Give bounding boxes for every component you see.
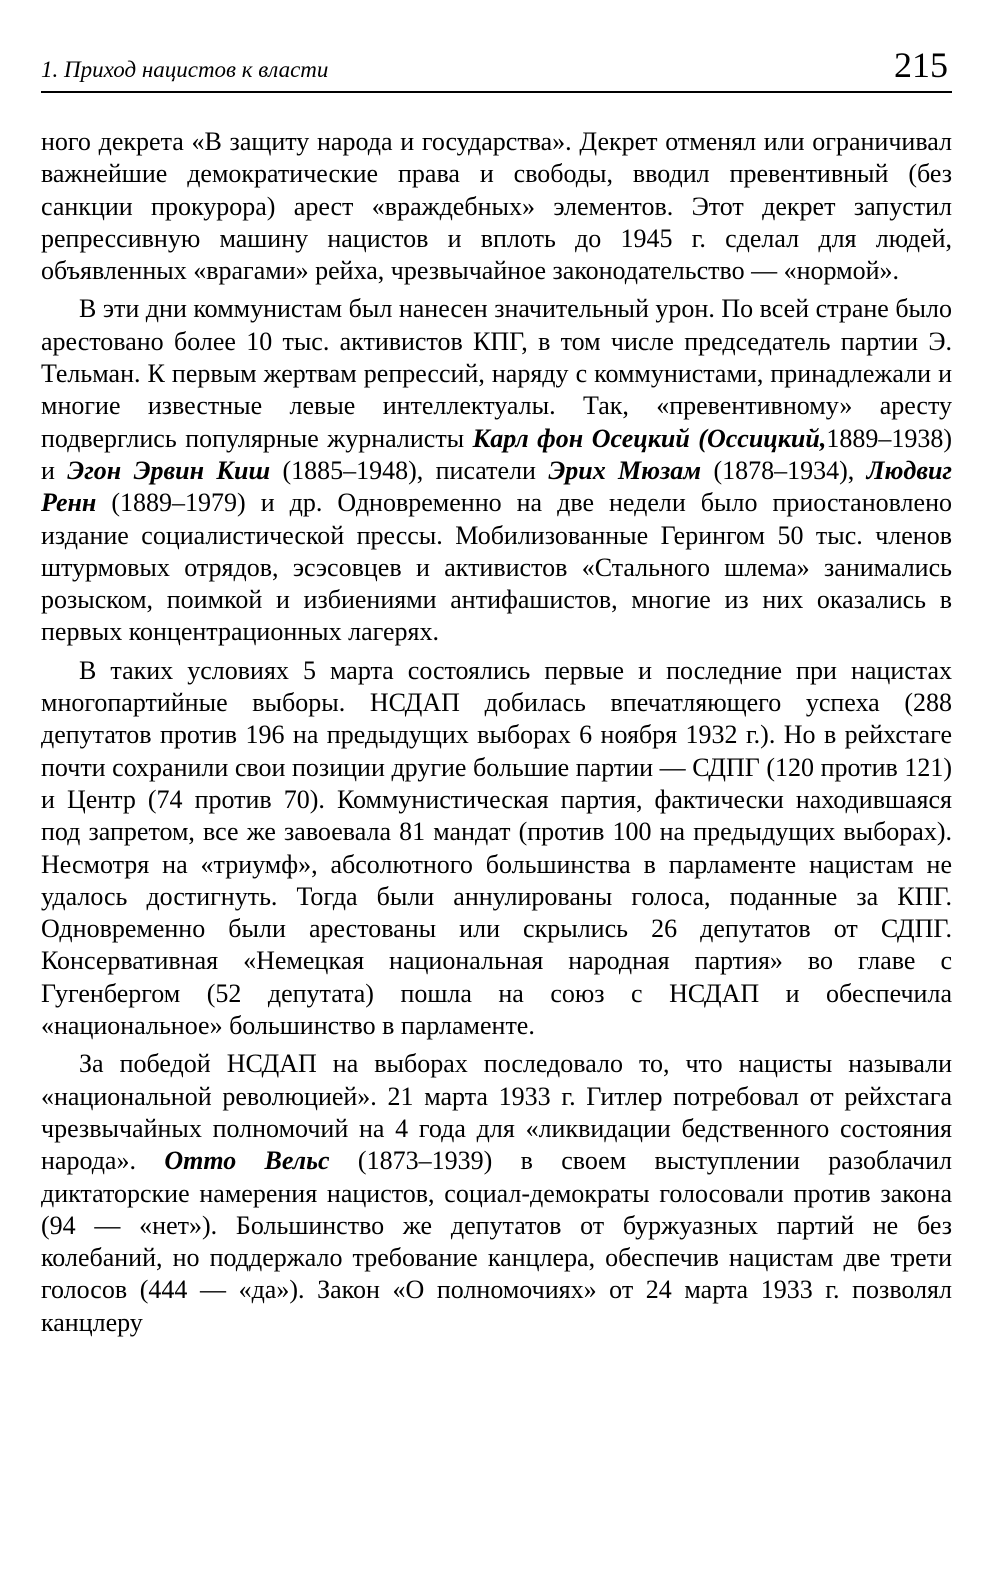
text-run: ного декрета «В защиту народа и государства». Декрет отменял или ограничивал важнейшие демократические права и свободы, вводил превентивный (без санкции прокурора) арест «враждебных» элементов. Этот декрет запустил репрессивную машину нацистов и вплоть до 1945 г. сделал для людей, объявленных «врагами» рейха, чрезвычайное законодательство — «нормой». bbox=[41, 127, 952, 286]
chapter-title: 1. Приход нацистов к власти bbox=[41, 57, 329, 82]
page-number: 215 bbox=[894, 45, 948, 85]
paragraph bbox=[41, 293, 952, 648]
running-header bbox=[41, 0, 952, 93]
person-name: Эрих Мюзам bbox=[548, 455, 702, 485]
text-run: За победой НСДАП на выборах последовало то, что нацисты называли «национальной революцией». 21 марта 1933 г. Гитлер потребовал от рейхстага чрезвычайных полномочий на 4 года для «ликвидации бедственного состояния народа». bbox=[41, 1049, 952, 1176]
text-run: (1885–1948), писатели bbox=[270, 455, 549, 485]
text-run: (1878–1934), bbox=[701, 455, 867, 485]
person-name: Отто Вельс bbox=[164, 1146, 330, 1176]
text-run: (1873–1939) в своем выступлении разоблачил диктаторские намерения нацистов, социал-демократы голосовали против закона (94 — «нет»). Большинство же депутатов от буржуазных партий не без колебаний, но поддержало требование канцлера, обеспечив нацистам две трети голосов (444 — «да»). Закон «О полномочиях» от 24 марта 1933 г. позволял канцлеру bbox=[41, 1146, 952, 1337]
paragraph bbox=[41, 1048, 952, 1339]
paragraph bbox=[41, 126, 952, 287]
paragraph bbox=[41, 655, 952, 1043]
text-run: В эти дни коммунистам был нанесен значительный урон. По всей стране было арестовано более 10 тыс. активистов КПГ, в том числе председатель партии Э. Тельман. К первым жертвам репрессий, наряду с коммунистами, принадлежали и многие известные левые интеллектуалы. Так, «превентивному» аресту подверглись популярные журналисты bbox=[41, 294, 952, 453]
text-run: 1889–1938) и bbox=[41, 423, 953, 485]
person-name: Людвиг Ренн bbox=[41, 455, 952, 518]
body-text bbox=[41, 93, 952, 1339]
person-name: Карл фон Осецкий (Оссицкий, bbox=[472, 423, 827, 453]
text-run: (1889–1979) и др. Одновременно на две недели было приостановлено издание социалистической прессы. Мобилизованные Герингом 50 тыс. членов штурмовых отрядов, эсэсовцев и активистов «Стального шлема» занимались розыском, поимкой и избиениями антифашистов, многие из них оказались в первых концентрационных лагерях. bbox=[41, 488, 952, 647]
text-run: В таких условиях 5 марта состоялись первые и последние при нацистах многопартийные выборы. НСДАП добилась впечатляющего успеха (288 депутатов против 196 на предыдущих выборах 6 ноября 1932 г.). Но в рейхстаге почти сохранили свои позиции другие большие партии — СДПГ (120 против 121) и Центр (74 против 70). Коммунистическая партия, фактически находившаяся под запретом, все же завоевала 81 мандат (против 100 на предыдущих выборах). Несмотря на «триумф», абсолютного большинства в парламенте нацистам не удалось достигнуть. Тогда были аннулированы голоса, поданные за КПГ. Одновременно были арестованы или скрылись 26 депутатов от СДПГ. Консервативная «Немецкая национальная народная партия» во главе с Гугенбергом (52 депутата) пошла на союз с НСДАП и обеспечила «национальное» большинство в парламенте. bbox=[41, 655, 952, 1041]
person-name: Эгон Эрвин Киш bbox=[67, 455, 271, 485]
